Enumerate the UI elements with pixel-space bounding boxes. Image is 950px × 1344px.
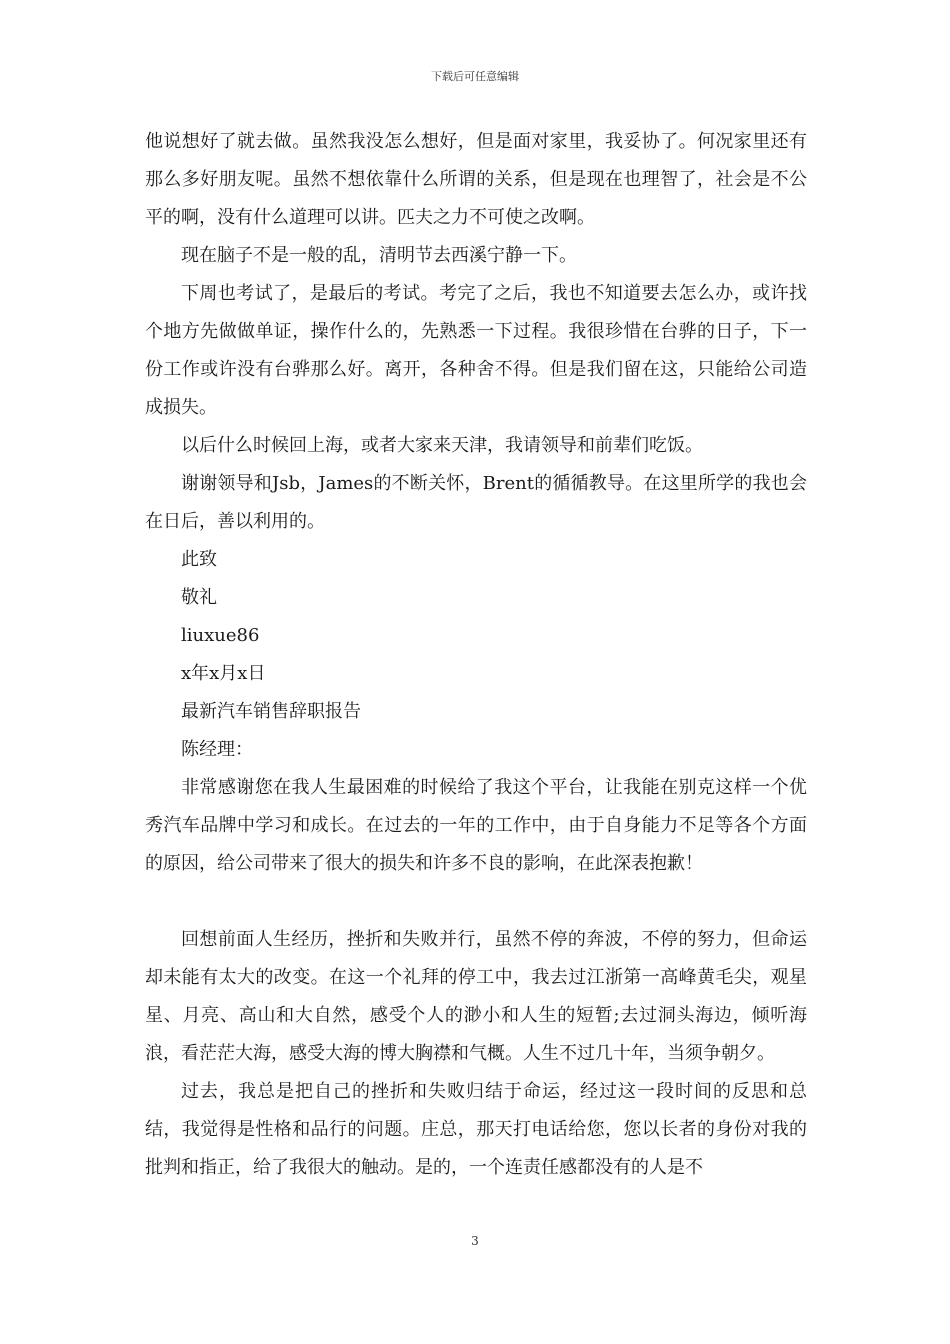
page-header: 下载后可任意编辑 (431, 70, 519, 83)
paragraph-continuation: 他说想好了就去做。虽然我没怎么想好，但是面对家里，我妥协了。何况家里还有那么多好朋友呢。虽然不想依靠什么所谓的关系，但是现在也理智了，社会是不公平的啊，没有什么道理可以讲。匹夫之力不可使之改啊。 (145, 131, 807, 228)
section-title: 最新汽车销售辞职报告 (181, 701, 361, 722)
paragraph-past: 过去，我总是把自己的挫折和失败归结于命运，经过这一段时间的反思和总结，我觉得是性格和品行的问题。庄总，那天打电话给您，您以长者的身份对我的批判和指正，给了我很大的触动。是的，一个连责任感都没有的人是不 (145, 1081, 807, 1178)
date-line: x年x月x日 (181, 663, 266, 684)
paragraph-qingming: 现在脑子不是一般的乱，清明节去西溪宁静一下。 (181, 245, 577, 266)
paragraph-thanks: 谢谢领导和Jsb，James的不断关怀，Brent的循循教导。在这里所学的我也会在日后，善以利用的。 (145, 473, 807, 532)
paragraph-exam: 下周也考试了，是最后的考试。考完了之后，我也不知道要去怎么办，或许找个地方先做做单证，操作什么的，先熟悉一下过程。我很珍惜在台骅的日子，下一份工作或许没有台骅那么好。离开，各种舍不得。但是我们留在这，只能给公司造成损失。 (145, 283, 807, 418)
page-number: 3 (471, 1234, 479, 1248)
paragraph-gratitude: 非常感谢您在我人生最困难的时候给了我这个平台，让我能在别克这样一个优秀汽车品牌中学习和成长。在过去的一年的工作中，由于自身能力不足等各个方面的原因，给公司带来了很大的损失和许多不良的影响，在此深表抱歉！ (145, 777, 807, 874)
salutation: 陈经理： (181, 739, 253, 760)
document-body (145, 123, 807, 1187)
paragraph-reflection: 回想前面人生经历，挫折和失败并行，虽然不停的奔波，不停的努力，但命运却未能有太大的改变。在这一个礼拜的停工中，我去过江浙第一高峰黄毛尖，观星星、月亮、高山和大自然，感受个人的渺小和人生的短暂;去过洞头海边，倾听海浪，看茫茫大海，感受大海的博大胸襟和气概。人生不过几十年，当须争朝夕。 (145, 929, 807, 1064)
closing-jingli: 敬礼 (181, 587, 217, 608)
paragraph-shanghai: 以后什么时候回上海，或者大家来天津，我请领导和前辈们吃饭。 (181, 435, 703, 456)
signature: liuxue86 (181, 625, 260, 646)
closing-cizhi: 此致 (181, 549, 217, 570)
